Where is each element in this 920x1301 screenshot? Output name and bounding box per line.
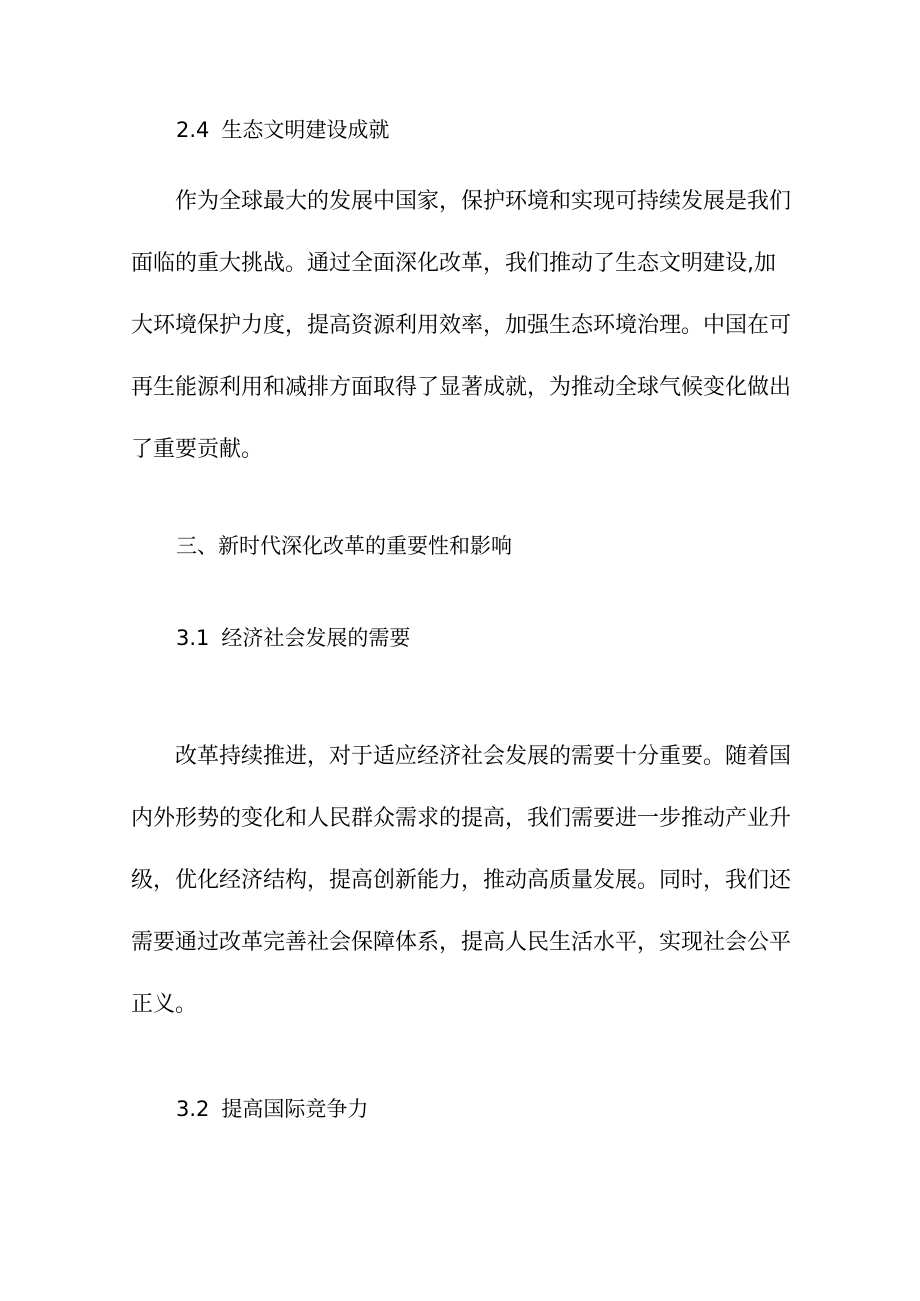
section-heading-2-4 xyxy=(176,114,389,146)
section-title: 经济社会发展的需要 xyxy=(221,626,411,650)
section-heading-3-2 xyxy=(176,1093,368,1125)
chapter-heading-3 xyxy=(176,530,512,562)
section-heading-3-1 xyxy=(176,622,410,654)
paragraph-economic-social-needs: 改革持续推进，对于适应经济社会发展的需要十分重要。随着国内外形势的变化和人民群众需求的提高，我们需要进一步推动产业升级，优化经济结构，提高创新能力，推动高质量发展。同时，我们还需要通过改革完善社会保障体系，提高人民生活水平，实现社会公平正义。 xyxy=(131,744,792,1017)
section-title: 提高国际竞争力 xyxy=(221,1097,369,1121)
section-title: 生态文明建设成就 xyxy=(221,118,390,142)
section-number: 3.2 xyxy=(176,1097,210,1121)
section-number: 3.1 xyxy=(176,626,210,650)
section-number: 2.4 xyxy=(176,118,210,142)
paragraph-ecological-achievements: 作为全球最大的发展中国家，保护环境和实现可持续发展是我们面临的重大挑战。通过全面深化改革，我们推动了生态文明建设,加大环境保护力度，提高资源利用效率，加强生态环境治理。中国在可再生能源利用和减排方面取得了显著成就，为推动全球气候变化做出了重要贡献。 xyxy=(131,189,792,462)
chapter-title: 三、新时代深化改革的重要性和影响 xyxy=(176,534,512,558)
